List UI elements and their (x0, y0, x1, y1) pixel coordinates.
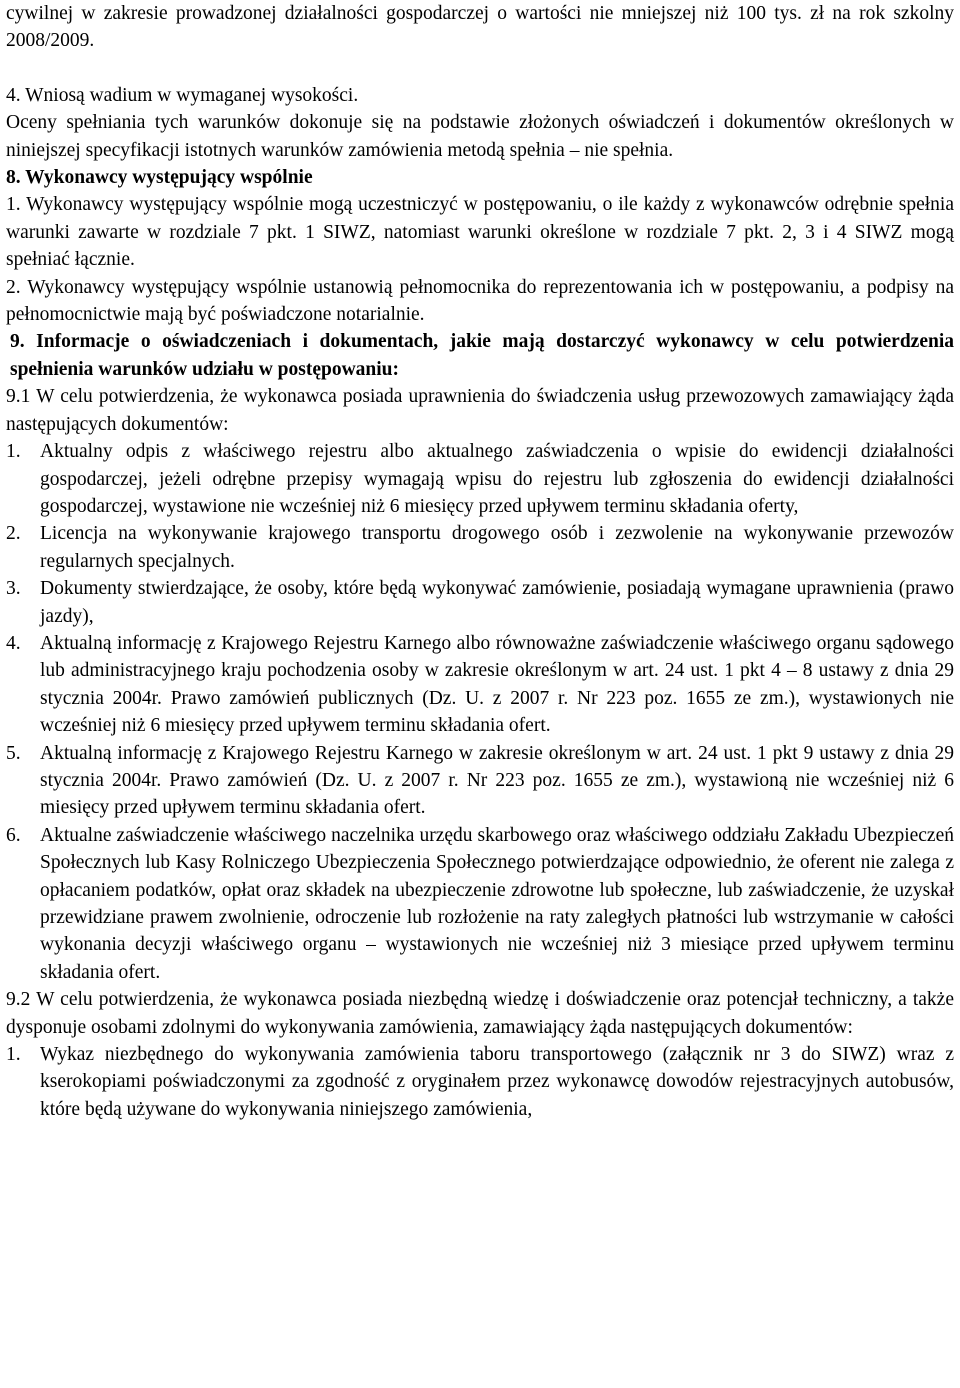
section-9-1-list (6, 438, 954, 986)
list-item-number: 6. (6, 824, 21, 846)
section-8-heading: 8. Wykonawcy występujący wspólnie (6, 167, 313, 189)
paragraph-gap (6, 55, 954, 82)
section-9-1-intro: 9.1 W celu potwierdzenia, że wykonawca posiada uprawnienia do świadczenia usług przewozowych zamawiający żąda następujących dokumentów: (6, 386, 954, 435)
list-item (6, 1041, 954, 1123)
list-item-text: Wykaz niezbędnego do wykonywania zamówienia taboru transportowego (załącznik nr 3 do SIWZ) wraz z kserokopiami poświadczonymi za zgodność z oryginałem przez wykonawcę dowodów rejestracyjnych autobusów, które będą używane do wykonywania niniejszego zamówienia, (40, 1044, 954, 1120)
list-item-number: 5. (6, 742, 21, 764)
list-item-number: 1. (6, 1044, 21, 1066)
section-9-heading (6, 328, 954, 383)
list-item-text: Licencja na wykonywanie krajowego transportu drogowego osób i zezwolenie na wykonywanie przewozów regularnych specjalnych. (40, 523, 954, 572)
list-item (6, 740, 954, 822)
section-8-paragraph-1: 1. Wykonawcy występujący wspólnie mogą uczestniczyć w postępowaniu, o ile każdy z wykonawców odrębnie spełnia warunki zawarte w rozdziale 7 pkt. 1 SIWZ, natomiast warunki określone w rozdziale 7 pkt. 2, 3 i 4 SIWZ mogą spełniać łącznie. (6, 194, 954, 271)
section-9-2-list (6, 1041, 954, 1123)
section-8-paragraph-2: 2. Wykonawcy występujący wspólnie ustanowią pełnomocnika do reprezentowania ich w postępowaniu, a podpisy na pełnomocnictwie mają być poświadczone notarialnie. (6, 276, 954, 326)
list-item-text: Aktualną informację z Krajowego Rejestru Karnego w zakresie określonym w art. 24 ust. 1 pkt 9 ustawy z dnia 29 stycznia 2004r. Prawo zamówień (Dz. U. z 2007 r. Nr 223 poz. 1655 ze zm.), wystawioną nie wcześniej niż 6 miesięcy przed upływem terminu składania ofert. (40, 742, 954, 819)
list-item-text: Aktualne zaświadczenie właściwego naczelnika urzędu skarbowego oraz właściwego oddziału Zakładu Ubezpieczeń Społecznych lub Kasy Rolniczego Ubezpieczenia Społecznego potwierdzające odpowiednio, że oferent nie zalega z opłacaniem podatków, opłat oraz składek na ubezpieczenie zdrowotne lub społeczne, lub zaświadczenie, że uzyskał przewidziane prawem zwolnienie, odroczenie lub rozłożenie na raty zaległych płatności lub wstrzymanie w całości wykonania decyzji właściwego organu – wystawionych nie wcześniej niż 3 miesiące przed upływem terminu składania ofert. (40, 824, 954, 983)
list-item (6, 630, 954, 740)
section-9-title: Informacje o oświadczeniach i dokumentach, jakie mają dostarczyć wykonawcy w celu potwierdzenia spełnienia warunków udziału w postępowaniu: (10, 331, 955, 380)
list-item (6, 575, 954, 630)
list-item-number: 4. (6, 632, 21, 654)
list-item-text: Dokumenty stwierdzające, że osoby, które będą wykonywać zamówienie, posiadają wymagane uprawnienia (prawo jazdy), (40, 578, 954, 627)
intro-continued-paragraph: cywilnej w zakresie prowadzonej działalności gospodarczej o wartości nie mniejszej niż 100 tys. zł na rok szkolny 2008/2009. (6, 3, 954, 52)
list-item-number: 3. (6, 578, 21, 600)
intro-item-4: 4. Wniosą wadium w wymaganej wysokości. (6, 84, 359, 106)
section-9-2-intro: 9.2 W celu potwierdzenia, że wykonawca posiada niezbędną wiedzę i doświadczenie oraz potencjał techniczny, a także dysponuje osobami zdolnymi do wykonywania zamówienia, zamawiający żąda następujących dokumentów: (6, 989, 954, 1038)
list-item (6, 520, 954, 575)
list-item (6, 438, 954, 520)
list-item-text: Aktualną informację z Krajowego Rejestru Karnego albo równoważne zaświadczenie właściwego organu sądowego lub administracyjnego kraju pochodzenia osoby w zakresie określonym w art. 24 ust. 1 pkt 4 – 8 ustawy z dnia 29 stycznia 2004r. Prawo zamówień publicznych (Dz. U. z 2007 r. Nr 223 poz. 1655 ze zm.), wystawionych nie wcześniej niż 6 miesięcy przed upływem terminu składania ofert. (40, 632, 954, 737)
list-item-text: Aktualny odpis z właściwego rejestru albo aktualnego zaświadczenia o wpisie do ewidencji działalności gospodarczej, jeżeli odrębne przepisy wymagają wpisu do rejestru lub zgłoszenia do ewidencji działalności gospodarczej, wystawione nie wcześniej niż 6 miesięcy przed upływem terminu składania oferty, (40, 441, 954, 517)
list-item-number: 2. (6, 523, 21, 545)
assessment-paragraph: Oceny spełniania tych warunków dokonuje się na podstawie złożonych oświadczeń i dokumentów określonych w niniejszej specyfikacji istotnych warunków zamówienia metodą spełnia – nie spełnia. (6, 112, 954, 161)
section-9-number: 9. (10, 331, 25, 353)
list-item-number: 1. (6, 441, 21, 463)
list-item (6, 822, 954, 986)
document-page (6, 0, 954, 1123)
